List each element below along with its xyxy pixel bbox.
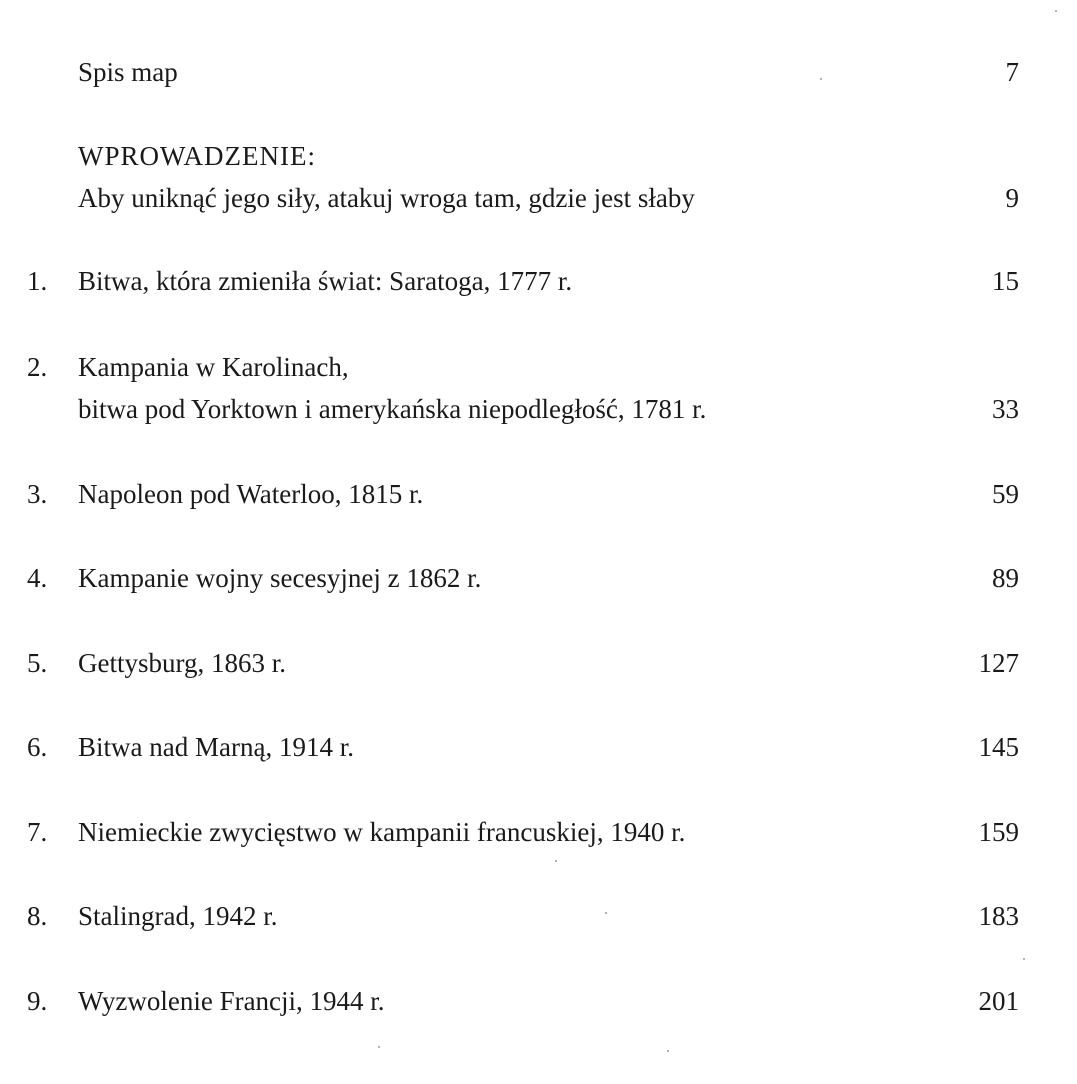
toc-entry-title-line-2: bitwa pod Yorktown i amerykańska niepodległość, 1781 r. [78,394,707,424]
toc-entry-title: Gettysburg, 1863 r. [78,648,286,678]
toc-entry-number: 7. [27,817,48,847]
toc-entry-number: 8. [27,901,48,931]
scan-speck [378,1046,380,1048]
toc-entry-page: 159 [978,817,1019,847]
toc-entry-page: 145 [978,732,1019,762]
toc-entry-title-line-1: Kampania w Karolinach, [78,352,349,382]
toc-entry-page: 127 [978,648,1019,678]
toc-entry-page: 89 [992,563,1019,593]
toc-entry-title: Napoleon pod Waterloo, 1815 r. [78,479,424,509]
toc-entry-number: 5. [27,648,48,678]
toc-entry-title: Bitwa nad Marną, 1914 r. [78,732,354,762]
toc-entry-title: Niemieckie zwycięstwo w kampanii francuskiej, 1940 r. [78,817,686,847]
toc-entry-number: 9. [27,986,48,1016]
toc-entry-page: 183 [978,901,1019,931]
toc-entry-title: Stalingrad, 1942 r. [78,901,278,931]
scan-speck [605,912,607,914]
toc-entry-page: 33 [992,394,1019,424]
toc-entry-number: 3. [27,479,48,509]
scan-speck [555,860,557,862]
toc-entry-page: 59 [992,479,1019,509]
toc-entry-title: Kampanie wojny secesyjnej z 1862 r. [78,563,482,593]
scan-speck [1023,958,1025,960]
toc-entry-page: 15 [992,266,1019,296]
toc-entry-subtitle: Aby uniknąć jego siły, atakuj wroga tam, gdzie jest słaby [78,183,695,213]
toc-entry-number: 6. [27,732,48,762]
scan-speck [1055,10,1057,12]
toc-entry-title: Spis map [78,57,178,87]
toc-entry-number: 2. [27,352,48,382]
toc-entry-heading: WPROWADZENIE: [78,141,316,171]
toc-entry-title: Bitwa, która zmieniła świat: Saratoga, 1777 r. [78,266,573,296]
toc-entry-title: Wyzwolenie Francji, 1944 r. [78,986,385,1016]
toc-entry-number: 1. [27,266,48,296]
scan-speck [820,78,822,80]
toc-entry-page: 9 [1005,183,1019,213]
toc-entry-page: 201 [978,986,1019,1016]
scan-speck [667,1050,669,1052]
toc-entry-page: 7 [1005,57,1019,87]
toc-entry-number: 4. [27,563,48,593]
